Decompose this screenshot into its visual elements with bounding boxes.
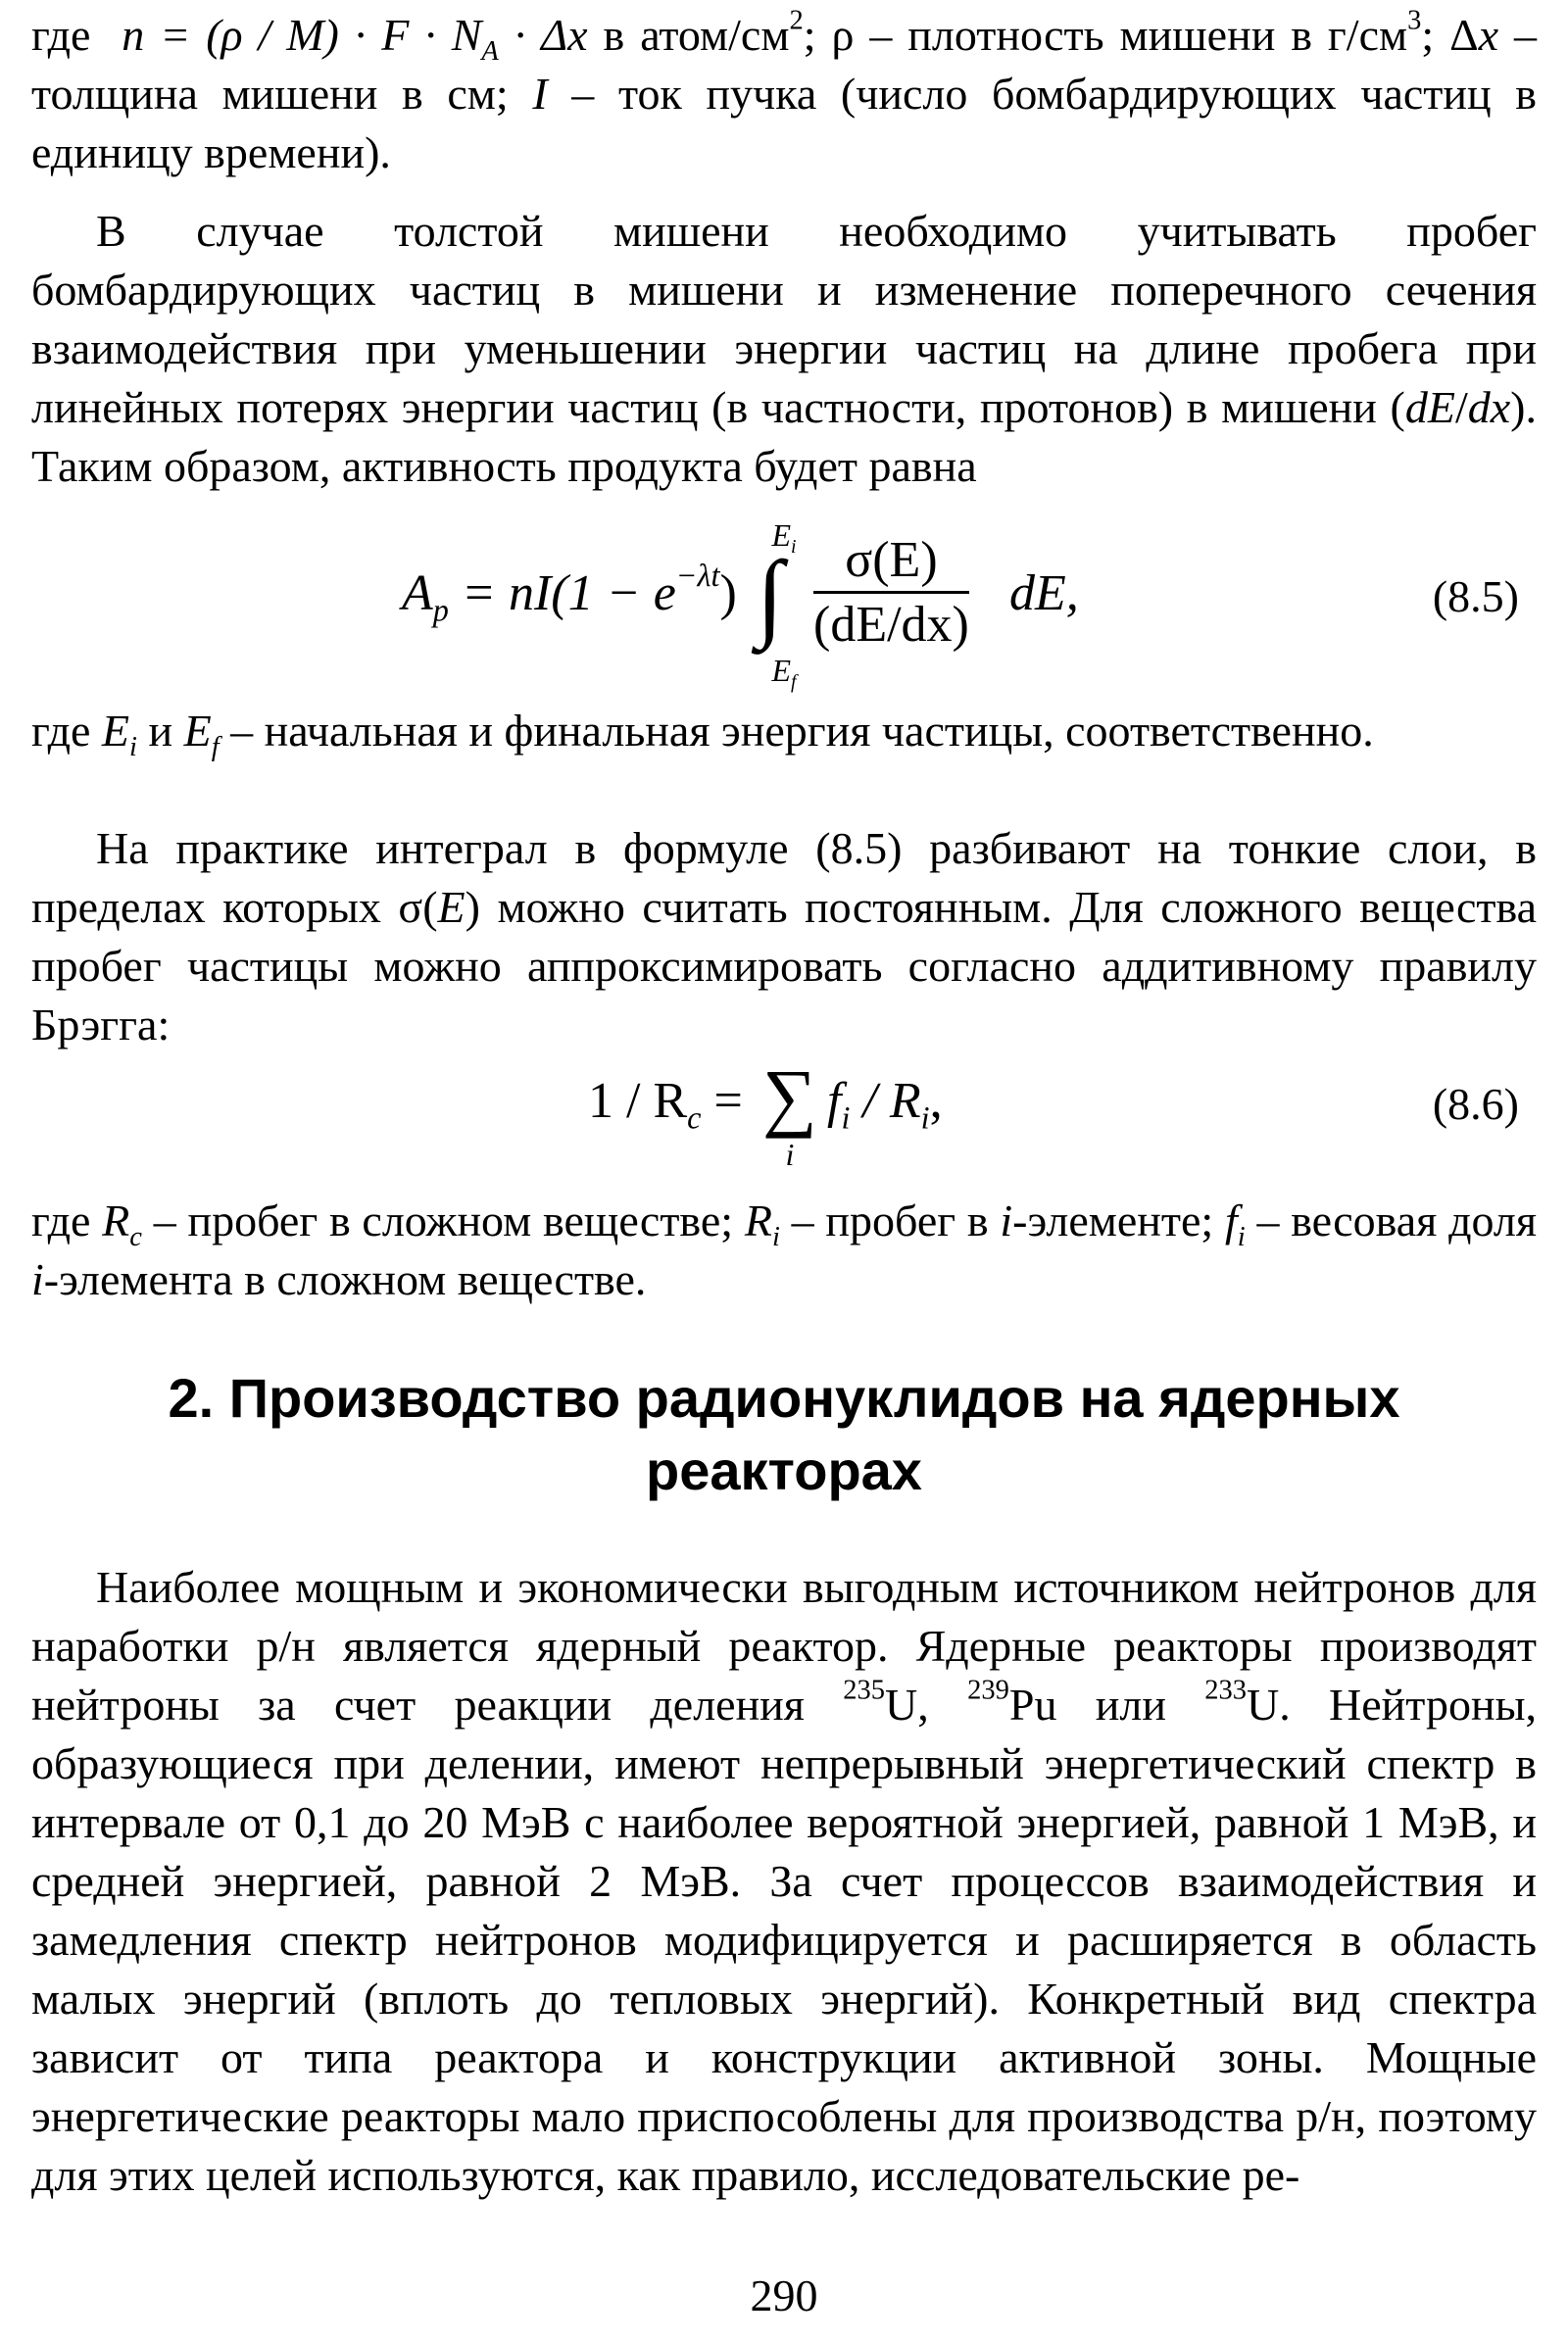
text: и bbox=[136, 706, 184, 756]
subscript: c bbox=[129, 1221, 142, 1252]
paragraph-thick-target bbox=[31, 202, 1537, 496]
exponent: −λt bbox=[675, 557, 720, 593]
equation-number: (8.5) bbox=[1432, 571, 1519, 621]
equation-8-6 bbox=[0, 1053, 1568, 1186]
var: E bbox=[183, 706, 212, 756]
var: dx bbox=[1467, 382, 1511, 432]
var: f bbox=[827, 1073, 842, 1129]
eq-ratio: / R bbox=[850, 1073, 921, 1129]
paragraph-range-definitions bbox=[31, 1192, 1537, 1309]
var: R bbox=[744, 1195, 772, 1245]
text: где bbox=[31, 706, 102, 756]
text: U, bbox=[885, 1680, 968, 1730]
sum-sign: ∑ bbox=[762, 1053, 817, 1139]
text: / bbox=[1454, 382, 1468, 432]
eq-equals: = bbox=[701, 1073, 743, 1129]
integral-sign: ∫ bbox=[757, 541, 784, 650]
equation-number: (8.6) bbox=[1432, 1079, 1519, 1129]
paragraph-energy-definitions bbox=[31, 702, 1537, 760]
subscript: A bbox=[481, 35, 499, 67]
superscript: 235 bbox=[843, 1675, 886, 1706]
var: dE bbox=[1404, 382, 1455, 432]
text: Pu или bbox=[1008, 1680, 1205, 1730]
denominator: (dE/dx) bbox=[813, 597, 969, 653]
superscript: 233 bbox=[1204, 1675, 1248, 1706]
text: На практике интеграл в формуле (8.5) разбивают на тонкие слои, в пределах которых σ( bbox=[31, 823, 1537, 932]
upper-limit: E bbox=[771, 517, 792, 553]
text: -элементе; bbox=[1012, 1195, 1225, 1245]
subscript: i bbox=[129, 731, 137, 762]
subscript: i bbox=[791, 535, 797, 558]
text: – пробег в сложном веществе; bbox=[141, 1195, 745, 1245]
text: ) можно считать постоянным. Для сложного вещества пробег частицы можно аппроксимировать согласно аддитивному правилу Брэгга: bbox=[31, 882, 1537, 1049]
subscript: f bbox=[211, 731, 220, 762]
var: E bbox=[437, 882, 466, 932]
subscript: i bbox=[1237, 1221, 1246, 1252]
eq-paren: ) bbox=[719, 565, 737, 621]
text: – весовая доля bbox=[1245, 1195, 1538, 1245]
eq-tail: , bbox=[929, 1073, 943, 1129]
subscript: p bbox=[432, 592, 449, 628]
superscript: 239 bbox=[967, 1675, 1009, 1706]
equation-8-5 bbox=[0, 517, 1568, 694]
paragraph-formula-definitions bbox=[31, 6, 1537, 182]
subscript: i bbox=[771, 1221, 780, 1252]
superscript: 2 bbox=[789, 5, 804, 36]
eq-mid: = nI(1 − e bbox=[448, 565, 676, 621]
text: – ток пучка (число бомбардирующих частиц в единицу времени). bbox=[31, 69, 1537, 177]
text: в атом/см bbox=[587, 10, 790, 60]
text: ; ρ – плотность мишени в г/см bbox=[803, 10, 1408, 60]
text: ). Таким образом, активность продукта будет равна bbox=[31, 382, 1537, 491]
numerator: σ(E) bbox=[813, 531, 969, 594]
text: В случае толстой мишени необходимо учитывать пробег бомбардирующих частиц в мишени и изменение поперечного сечения взаимодействия при уменьшении энергии частиц на длине пробега при линейных потерях энергии частиц (в частности, протонов) в мишени ( bbox=[31, 206, 1537, 432]
subscript: f bbox=[791, 670, 797, 693]
subscript: i bbox=[841, 1099, 851, 1136]
var: x bbox=[1478, 10, 1499, 60]
text: ; Δ bbox=[1421, 10, 1479, 60]
var: R bbox=[102, 1195, 130, 1245]
section-heading: 2. Производство радионуклидов на ядерных реакторах bbox=[168, 1367, 1400, 1501]
superscript: 3 bbox=[1407, 5, 1422, 36]
text: – пробег в bbox=[779, 1195, 1001, 1245]
formula-tail: · Δx bbox=[498, 10, 588, 60]
eq-tail: dE, bbox=[1009, 565, 1079, 621]
eq-lhs: 1 / R bbox=[588, 1073, 688, 1129]
subscript: c bbox=[687, 1099, 702, 1136]
paragraph-reactors bbox=[31, 1558, 1537, 2205]
var: I bbox=[532, 69, 548, 119]
page-number: 290 bbox=[750, 2270, 818, 2320]
fraction bbox=[813, 531, 969, 654]
var: f bbox=[1224, 1195, 1238, 1245]
text: Наиболее мощным и экономически выгодным источником нейтронов для наработки р/н является ядерный реактор. Ядерные реакторы производят нейтроны за счет реакции деления bbox=[31, 1562, 1537, 1730]
var: i bbox=[31, 1254, 44, 1304]
text: где bbox=[31, 1195, 103, 1245]
text: U. Нейтроны, образующиеся при делении, имеют непрерывный энергетический спектр в интервале от 0,1 до 20 МэВ с наиболее вероятной энергией, равной 1 МэВ, и средней энергией, равной 2 МэВ. За счет процессов взаимодействия и замедления спектр нейтронов модифицируется и расширяется в область малых энергий (вплоть до тепловых энергий). Конкретный вид спектра зависит от типа реактора и конструкции активной зоны. Мощные энергетические реакторы мало приспособлены для производства р/н, поэтому для этих целей используются, как правило, исследовательские ре- bbox=[31, 1680, 1537, 2200]
paragraph-bragg-rule bbox=[31, 819, 1537, 1054]
text: – толщина мишени в см; bbox=[31, 10, 1538, 119]
sum-index: i bbox=[785, 1137, 795, 1172]
eq-lhs: A bbox=[402, 565, 433, 621]
text: – начальная и финальная энергия частицы, соответственно. bbox=[219, 706, 1374, 756]
text: -элемента в сложном веществе. bbox=[43, 1254, 647, 1304]
var: E bbox=[101, 706, 130, 756]
var: i bbox=[1000, 1195, 1013, 1245]
formula-n: n = (ρ / M) · F · N bbox=[122, 10, 482, 60]
lower-limit: E bbox=[771, 653, 792, 688]
subscript: i bbox=[920, 1099, 930, 1136]
text: где bbox=[31, 10, 91, 60]
